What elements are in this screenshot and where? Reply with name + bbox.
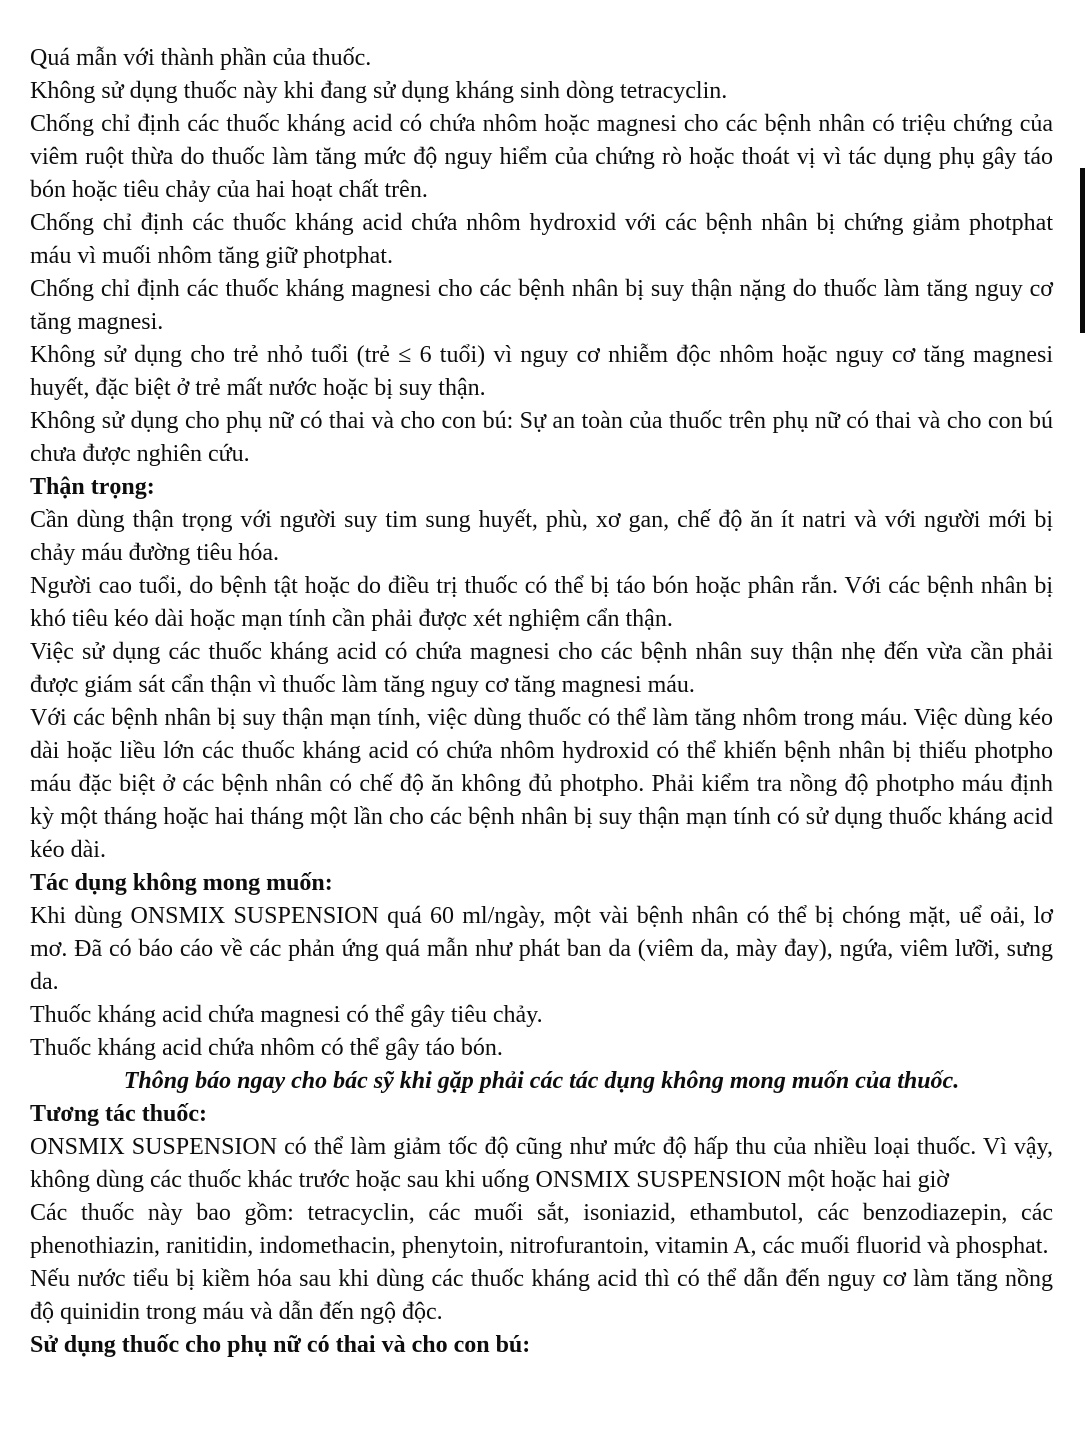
paragraph-renal-mild: Việc sử dụng các thuốc kháng acid có chứa magnesi cho các bệnh nhân suy thận nhẹ đến vừa cần phải được giám sát cẩn thận vì thuốc làm tăng nguy cơ tăng magnesi máu. — [30, 639, 1053, 698]
paragraph-magnesi-diarrhea: Thuốc kháng acid chứa magnesi có thể gây tiêu chảy. — [30, 1002, 543, 1028]
paragraph-drug-list: Các thuốc này bao gồm: tetracyclin, các muối sắt, isoniazid, ethambutol, các benzodiazepin, các phenothiazin, ranitidin, indomethacin, phenytoin, nitrofurantoin, vitamin A, các muối fluorid và phosphat. — [30, 1200, 1053, 1259]
paragraph-pregnancy: Không sử dụng cho phụ nữ có thai và cho con bú: Sự an toàn của thuốc trên phụ nữ có thai và cho con bú chưa được nghiên cứu. — [30, 408, 1053, 467]
section-heading-side-effects: Tác dụng không mong muốn: — [30, 870, 333, 896]
paragraph-absorption: ONSMIX SUSPENSION có thể làm giảm tốc độ cũng như mức độ hấp thu của nhiều loại thuốc. Vì vậy, không dùng các thuốc khác trước hoặc sau khi uống ONSMIX SUSPENSION một hoặc hai giờ — [30, 1134, 1053, 1193]
paragraph-heart-failure: Cần dùng thận trọng với người suy tim sung huyết, phù, xơ gan, chế độ ăn ít natri và với người mới bị chảy máu đường tiêu hóa. — [30, 507, 1053, 566]
paragraph-contraindication-magnesi: Chống chỉ định các thuốc kháng magnesi cho các bệnh nhân bị suy thận nặng do thuốc làm tăng nguy cơ tăng magnesi. — [30, 276, 1053, 335]
paragraph-elderly: Người cao tuổi, do bệnh tật hoặc do điều trị thuốc có thể bị táo bón hoặc phân rắn. Với các bệnh nhân bị khó tiêu kéo dài hoặc mạn tính cần phải được xét nghiệm cẩn thận. — [30, 573, 1053, 632]
paragraph-hypersensitivity: Quá mẫn với thành phần của thuốc. — [30, 45, 372, 71]
notice-inform-doctor: Thông báo ngay cho bác sỹ khi gặp phải các tác dụng không mong muốn của thuốc. — [123, 1068, 960, 1094]
section-heading-pregnancy-use: Sử dụng thuốc cho phụ nữ có thai và cho con bú: — [30, 1332, 531, 1358]
scan-artifact-bar — [1080, 168, 1085, 333]
paragraph-children: Không sử dụng cho trẻ nhỏ tuổi (trẻ ≤ 6 tuổi) vì nguy cơ nhiễm độc nhôm hoặc nguy cơ tăng magnesi huyết, đặc biệt ở trẻ mất nước hoặc bị suy thận. — [30, 342, 1053, 401]
paragraph-overdose-effects: Khi dùng ONSMIX SUSPENSION quá 60 ml/ngày, một vài bệnh nhân có thể bị chóng mặt, uể oải, lơ mơ. Đã có báo cáo về các phản ứng quá mẫn như phát ban da (viêm da, mày đay), ngứa, viêm lưỡi, sưng da. — [30, 903, 1053, 995]
section-heading-drug-interactions: Tương tác thuốc: — [30, 1101, 208, 1127]
paragraph-tetracyclin: Không sử dụng thuốc này khi đang sử dụng kháng sinh dòng tetracyclin. — [30, 78, 728, 104]
paragraph-renal-chronic: Với các bệnh nhân bị suy thận mạn tính, việc dùng thuốc có thể làm tăng nhôm trong máu. Việc dùng kéo dài hoặc liều lớn các thuốc kháng acid có chứa nhôm hydroxid có thể khiến bệnh nhân bị thiếu photpho máu đặc biệt ở các bệnh nhân có chế độ ăn không đủ photpho. Phải kiểm tra nồng độ photpho máu định kỳ một tháng hoặc hai tháng một lần cho các bệnh nhân bị suy thận mạn tính có sử dụng thuốc kháng acid kéo dài. — [30, 705, 1053, 863]
paragraph-quinidin: Nếu nước tiểu bị kiềm hóa sau khi dùng các thuốc kháng acid thì có thể dẫn đến nguy cơ làm tăng nồng độ quinidin trong máu và dẫn đến ngộ độc. — [30, 1266, 1053, 1325]
paragraph-contraindication-antacid: Chống chỉ định các thuốc kháng acid có chứa nhôm hoặc magnesi cho các bệnh nhân có triệu chứng của viêm ruột thừa do thuốc làm tăng mức độ nguy hiểm của chứng rò hoặc thoát vị vì tác dụng phụ gây táo bón hoặc tiêu chảy của hai hoạt chất trên. — [30, 111, 1053, 203]
paragraph-contraindication-hydroxid: Chống chỉ định các thuốc kháng acid chứa nhôm hydroxid với các bệnh nhân bị chứng giảm photphat máu vì muối nhôm tăng giữ photphat. — [30, 210, 1053, 269]
section-heading-precautions: Thận trọng: — [30, 474, 155, 500]
paragraph-aluminium-constipation: Thuốc kháng acid chứa nhôm có thể gây táo bón. — [30, 1035, 503, 1061]
